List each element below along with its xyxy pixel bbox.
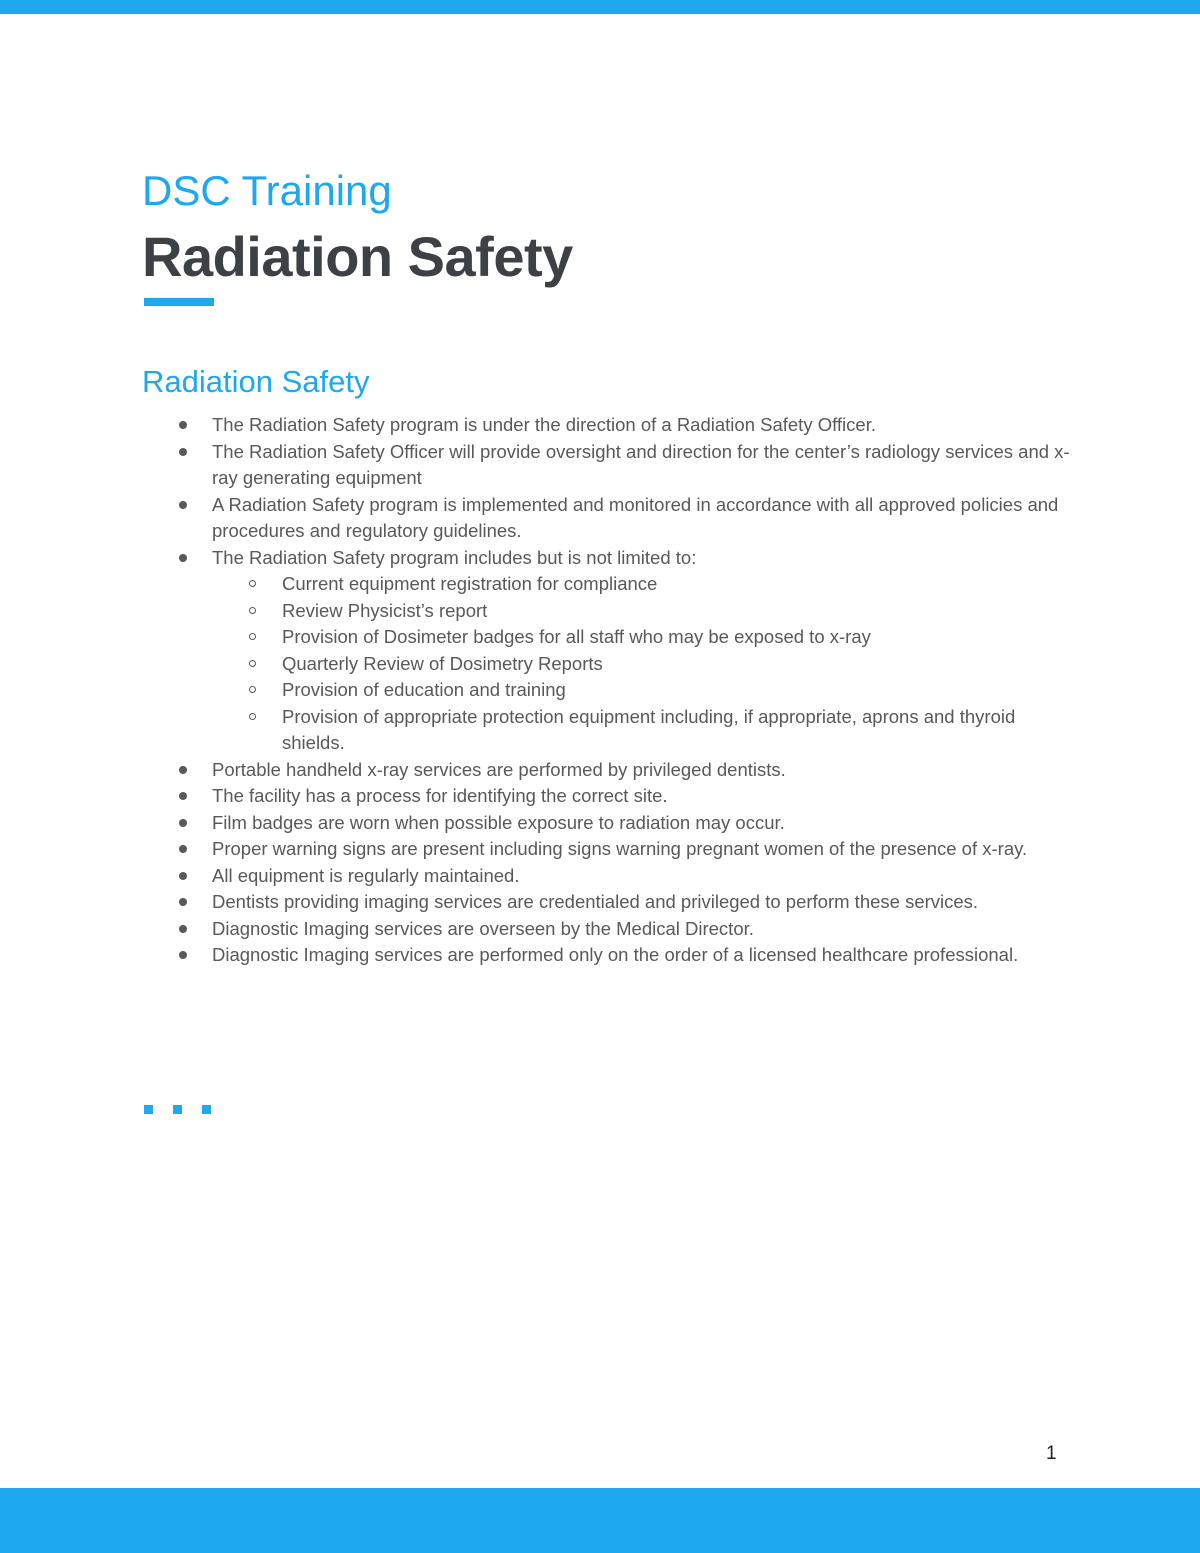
list-item-text: The Radiation Safety program is under the direction of a Radiation Safety Officer. <box>212 414 876 435</box>
section-heading: Radiation Safety <box>142 364 370 399</box>
list-item-text: Proper warning signs are present including signs warning pregnant women of the presence of x-ray. <box>212 838 1028 859</box>
sub-list-item-text: Quarterly Review of Dosimetry Reports <box>282 652 603 674</box>
sub-list-item-text: Current equipment registration for compliance <box>282 573 658 594</box>
bullet-icon <box>179 898 187 906</box>
square-dot-icon <box>202 1105 211 1114</box>
bullet-icon <box>179 925 187 933</box>
bullet-icon <box>179 501 187 509</box>
page-number: 1 <box>1046 1443 1057 1464</box>
list-item-text: The Radiation Safety program includes but is not limited to: <box>212 546 697 568</box>
list-item <box>176 439 1076 492</box>
list-item-text: Dentists providing imaging services are credentialed and privileged to perform these services. <box>212 891 979 912</box>
bullet-icon <box>179 766 187 774</box>
list-item <box>176 757 1076 784</box>
list-item <box>176 783 1076 810</box>
hollow-bullet-icon <box>249 633 256 640</box>
sub-list-item <box>176 677 1076 704</box>
hollow-bullet-icon <box>249 713 256 720</box>
sub-bullet-list <box>212 571 1076 757</box>
list-item <box>176 545 1076 757</box>
list-item-text: All equipment is regularly maintained. <box>212 864 520 886</box>
list-item <box>176 863 1076 890</box>
hollow-bullet-icon <box>249 580 256 587</box>
sub-list-item <box>176 704 1076 757</box>
list-item-text: A Radiation Safety program is implemented and monitored in accordance with all approved policies and procedures and regulatory guidelines. <box>212 493 1059 541</box>
list-item <box>176 412 1076 439</box>
sub-list-item <box>176 571 1076 598</box>
list-item-text: Portable handheld x-ray services are performed by privileged dentists. <box>212 758 786 780</box>
sub-list-item <box>176 624 1076 651</box>
document-subtitle: DSC Training <box>142 167 392 214</box>
list-item-text: Diagnostic Imaging services are overseen by the Medical Director. <box>212 917 754 939</box>
title-underline-rule <box>144 298 214 306</box>
list-item-text: Film badges are worn when possible exposure to radiation may occur. <box>212 811 785 833</box>
sub-list-item <box>176 651 1076 678</box>
bullet-icon <box>179 554 187 562</box>
square-dot-icon <box>173 1105 182 1114</box>
list-item-text: Diagnostic Imaging services are performed only on the order of a licensed healthcare professional. <box>212 944 1019 965</box>
bullet-icon <box>179 819 187 827</box>
decorative-dots <box>144 1105 224 1115</box>
document-title: Radiation Safety <box>142 225 573 288</box>
square-dot-icon <box>144 1105 153 1114</box>
list-item <box>176 889 1076 916</box>
list-item <box>176 810 1076 837</box>
list-item-text: The Radiation Safety Officer will provide oversight and direction for the center’s radiology services and x-ray generating equipment <box>212 440 1070 488</box>
list-item-text: The facility has a process for identifying the correct site. <box>212 785 668 806</box>
bullet-icon <box>179 845 187 853</box>
sub-list-item <box>176 598 1076 625</box>
bullet-list <box>176 412 1076 969</box>
list-item <box>176 916 1076 943</box>
bullet-icon <box>179 421 187 429</box>
hollow-bullet-icon <box>249 686 256 693</box>
list-item <box>176 942 1076 969</box>
sub-list-item-text: Review Physicist’s report <box>282 599 488 621</box>
bottom-accent-bar <box>0 1488 1200 1553</box>
bullet-icon <box>179 448 187 456</box>
hollow-bullet-icon <box>249 607 256 614</box>
bullet-icon <box>179 792 187 800</box>
bullet-icon <box>179 951 187 959</box>
hollow-bullet-icon <box>249 660 256 667</box>
list-item <box>176 836 1076 863</box>
list-item <box>176 492 1076 545</box>
top-accent-bar <box>0 0 1200 14</box>
sub-list-item-text: Provision of appropriate protection equipment including, if appropriate, aprons and thyroid shields. <box>282 705 1016 753</box>
sub-list-item-text: Provision of education and training <box>282 679 566 700</box>
sub-list-item-text: Provision of Dosimeter badges for all staff who may be exposed to x-ray <box>282 626 871 647</box>
bullet-icon <box>179 872 187 880</box>
section-content <box>176 412 1076 969</box>
